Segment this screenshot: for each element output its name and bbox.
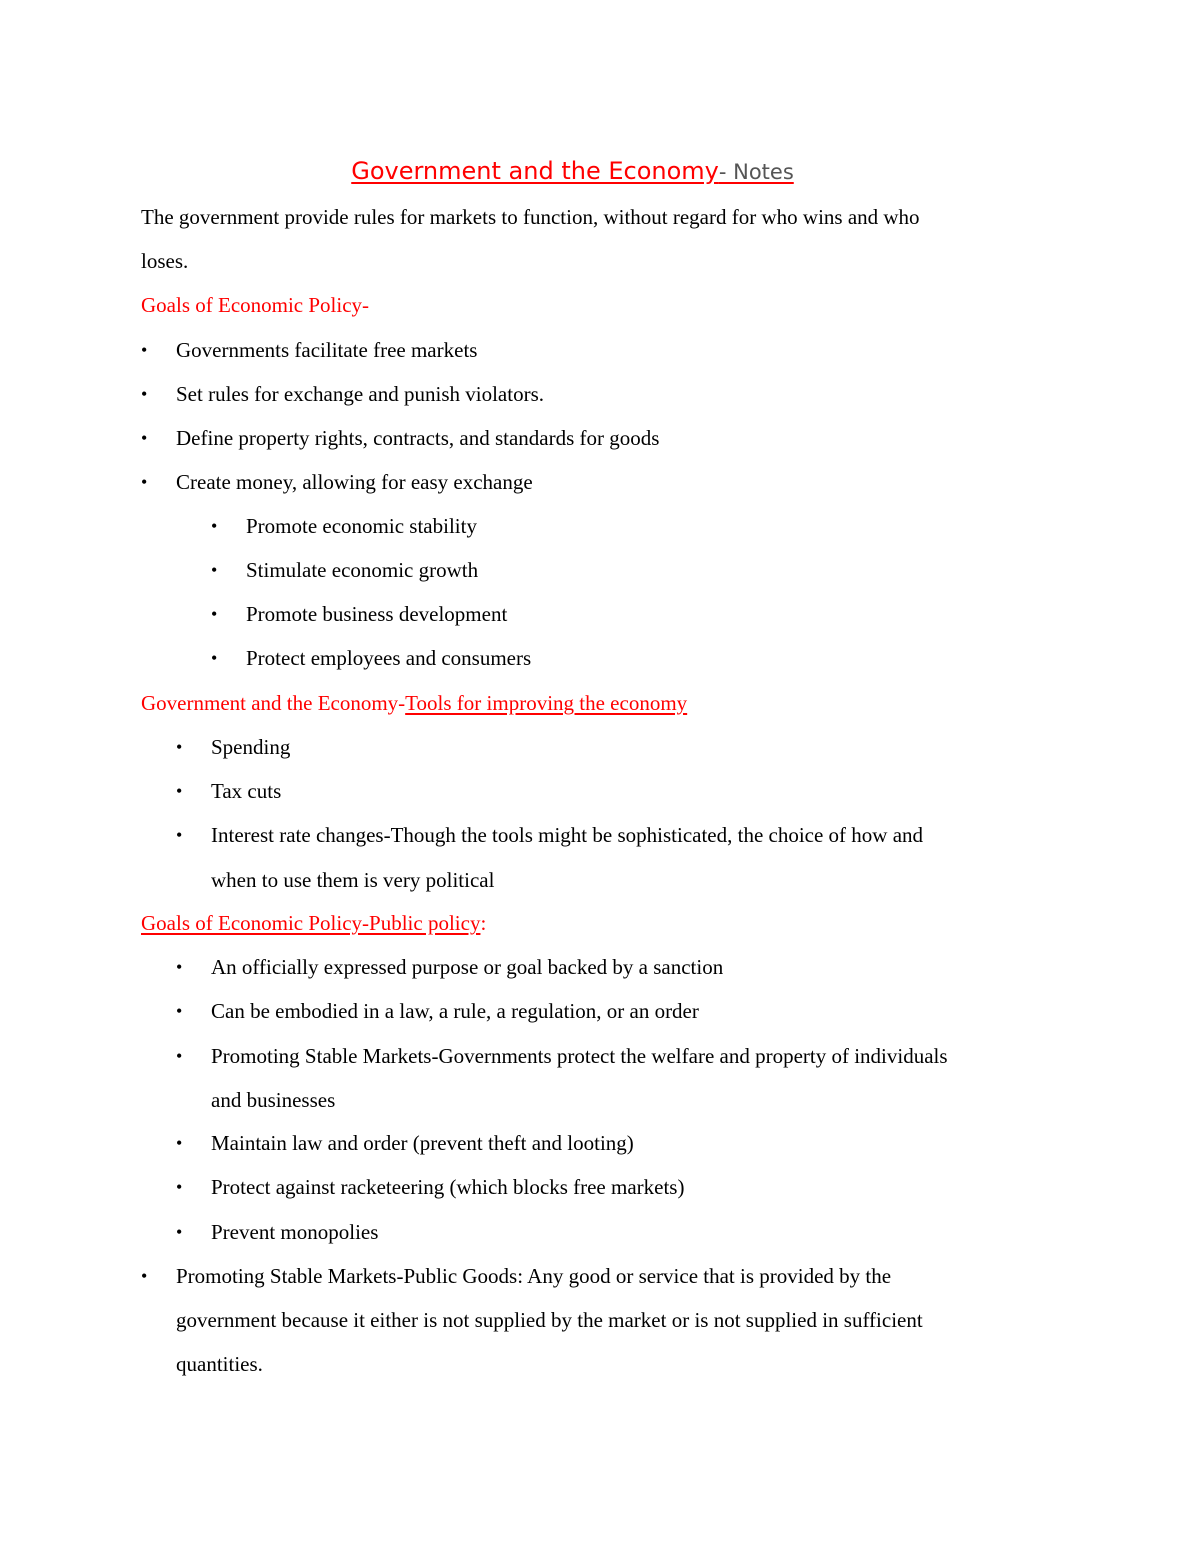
bullet-icon: • (176, 1046, 183, 1066)
bullet-icon: • (211, 560, 218, 580)
list-item: Governments facilitate free markets (176, 338, 478, 362)
sub-list-item: Stimulate economic growth (246, 558, 479, 582)
bullet-icon: • (176, 781, 183, 801)
bullet-icon: • (176, 957, 183, 977)
list-item-continuation: government because it either is not supplied by the market or is not supplied in sufficient (176, 1308, 923, 1332)
bullet-icon: • (141, 340, 148, 360)
list-item: Can be embodied in a law, a rule, a regulation, or an order (211, 999, 699, 1023)
bullet-icon: • (211, 516, 218, 536)
list-item: Set rules for exchange and punish violators. (176, 382, 544, 406)
list-item: An officially expressed purpose or goal backed by a sanction (211, 955, 724, 979)
bullet-icon: • (176, 1177, 183, 1197)
bullet-icon: • (141, 472, 148, 492)
section1-heading-text: Goals of Economic Policy (141, 293, 363, 317)
title-main: Government and the Economy (351, 157, 719, 185)
bullet-icon: • (176, 737, 183, 757)
title-sub: - Notes (718, 160, 794, 184)
list-item: Tax cuts (211, 779, 282, 803)
list-item: Maintain law and order (prevent theft and looting) (211, 1131, 634, 1155)
bullet-icon: • (141, 428, 148, 448)
bullet-icon: • (141, 1266, 148, 1286)
list-item-continuation: quantities. (176, 1352, 263, 1376)
intro-line-2: loses. (141, 249, 189, 273)
bullet-icon: • (176, 825, 183, 845)
list-item: Protect against racketeering (which blocks free markets) (211, 1175, 685, 1199)
bullet-icon: • (176, 1222, 183, 1242)
bullet-icon: • (176, 1001, 183, 1021)
section2-heading-underlined: Tools for improving the economy (405, 691, 688, 715)
section3-heading-underlined: Goals of Economic Policy-Public policy (141, 911, 481, 935)
sub-list-item: Promote business development (246, 602, 508, 626)
list-item: Spending (211, 735, 291, 759)
section3-heading-suffix: : (480, 911, 487, 935)
bullet-icon: • (176, 1133, 183, 1153)
sub-list-item: Promote economic stability (246, 514, 477, 538)
section1-heading-suffix: - (362, 293, 370, 317)
list-item: Create money, allowing for easy exchange (176, 470, 533, 494)
section2-heading-plain: Government and the Economy- (141, 691, 406, 715)
sub-list-item: Protect employees and consumers (246, 646, 532, 670)
list-item: Promoting Stable Markets-Public Goods: Any good or service that is provided by the (176, 1264, 892, 1288)
bullet-icon: • (141, 384, 148, 404)
list-item: Interest rate changes-Though the tools might be sophisticated, the choice of how and (211, 823, 924, 847)
section3-heading (141, 908, 486, 938)
list-item-continuation: and businesses (211, 1088, 336, 1112)
list-item: Prevent monopolies (211, 1220, 379, 1244)
intro-line-1: The government provide rules for markets to function, without regard for who wins and who (141, 205, 920, 229)
section1-heading (141, 290, 369, 320)
list-item: Promoting Stable Markets-Governments protect the welfare and property of individuals (211, 1044, 948, 1068)
bullet-icon: • (211, 604, 218, 624)
list-item: Define property rights, contracts, and standards for goods (176, 426, 660, 450)
section2-heading (141, 688, 687, 718)
document-title (0, 154, 1145, 189)
list-item-continuation: when to use them is very political (211, 868, 495, 892)
bullet-icon: • (211, 648, 218, 668)
